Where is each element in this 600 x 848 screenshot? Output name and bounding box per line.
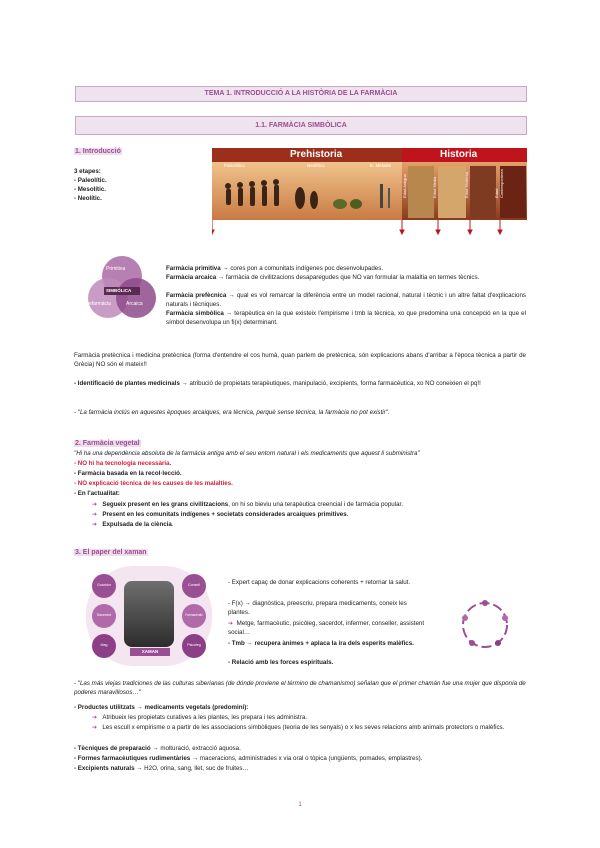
xaman-point-5: - Relació amb les forces espirituals. — [228, 659, 334, 666]
age-antigua: Edad Antigua — [402, 174, 407, 198]
def-arcaica: Farmàcia arcaica → farmàcia de civilitzacions desaparegudes que NO van formular la malaltia en termes tècnics. — [166, 274, 480, 281]
xaman-point-4: - Tmb → recupera ànimes + aplaca la ira dels esperits malèfics. — [228, 640, 414, 647]
productes-utilitzats: - Productes utilitzats → medicaments vegetals (predomini): — [74, 704, 249, 711]
def-simbolica: Farmàcia simbòlica → terapèutica en la que existeix l'empirisme i tmb la tècnica, xo que predomina una concepció en la que el símbol desenvolupa un fi(x) determinant. — [166, 310, 526, 326]
node-sacerdot: Sacerdot — [96, 613, 112, 617]
s2-red-3: - NO explicació tècnica de les causes de les malalties. — [74, 480, 233, 487]
cycle-diagram-icon — [452, 592, 518, 658]
period-metales: E. Metales — [370, 163, 392, 168]
formes-farmaceutiques: - Formes farmacèutiques rudimentàries → maceracions, administrades x via oral o tòpica (ungüents, pomades, emplastres). — [74, 755, 423, 762]
etapes-label: 3 etapes: — [74, 168, 101, 175]
venn-center: SIMBÒLICA — [106, 288, 132, 293]
s2-red-1: - NO hi ha tecnologia necessària. — [74, 460, 172, 467]
xaman-quote: - "Las más viejas tradiciones de las culturas siberianas (de dónde proviene el término de chamanismo) señalan que el primer chamán fue una mujer que disponía de poderes maravillosos…" — [74, 680, 526, 696]
timeline-image — [212, 148, 527, 240]
paragraph-pretecnica: Farmàcia pretècnica i medicina pretècnica (forma d'entendre el cos humà, quan parlem de pretècnica, són explicacions abans d'arribar a l'època tècnica a partir de Grècia) NO són el mateix!! — [74, 352, 526, 368]
s2-bullet-3: ➔ Expulsada de la ciència. — [92, 521, 174, 528]
etapa-neolitic: - Neolític. — [74, 195, 102, 202]
xaman-diagram — [86, 566, 212, 666]
timeline-arrows-icon — [212, 220, 527, 240]
historia-label: Historia — [440, 149, 478, 160]
section-3-title: 3. El paper del xaman — [75, 549, 147, 556]
venn-primitiva: Primitiva — [106, 266, 126, 272]
s2-bullet-1: ➔ Segueix present en les grans civilitzacions, on hi so bieviu una terapèutica creencial i de farmàcia popular. — [92, 501, 403, 508]
node-guaridor: Guaridor — [97, 583, 111, 587]
paragraph-plantes: - Identificació de plantes medicinals → atribució de propietats terapèutiques, manipulació, excipients, forma farmacèutica, xo NO coneixien el pq!! — [74, 380, 481, 387]
section-2-title: 2. Farmàcia vegetal — [75, 440, 140, 447]
node-mag: Mag — [100, 643, 108, 647]
period-neolitico: Neolítico — [307, 163, 325, 168]
section-1-title: 1. Introducció — [75, 148, 121, 155]
productes-item-2: ➔ Les escull x empirisme o a partir de les associacions simbòliques (teoria de les senyals) o x les seves relacions amb animals protectors o malèfics. — [92, 724, 505, 731]
productes-item-1: ➔ Atribueix les propietats curatives a les plantes, les prepara i les administra. — [92, 714, 307, 721]
period-paleolitico: Paleolítico — [224, 163, 245, 168]
evolution-figures-icon — [220, 174, 398, 218]
excipients-naturals: - Excipients naturals → H2O, orina, sang, llet, suc de fruites… — [74, 765, 249, 772]
xaman-point-3: ➔ Metge, farmacèutic, psicòleg, sacerdot, infermer, conseller, assistent social… — [228, 620, 425, 636]
node-psicoleg: Psicòleg — [187, 643, 201, 647]
page-number: 1 — [298, 802, 302, 808]
tema-title: TEMA 1. INTRODUCCIÓ A LA HISTÒRIA DE LA FARMÀCIA — [75, 86, 527, 102]
etapa-mesolitic: - Mesolític. — [74, 186, 106, 193]
xaman-point-1: - Expert capaç de donar explicacions coherents + retornar la salut. — [228, 579, 411, 586]
def-prefecnica: Farmàcia prefècnica → qual es vol remarcar la diferència entre un model racional, natural i tècnic i un altre faltat d'explicacions naturals i tècniques. — [166, 292, 526, 308]
prehistoria-label: Prehistoria — [290, 149, 343, 160]
etapa-paleolitic: - Paleolític. — [74, 177, 107, 184]
node-farmaceutic: Farmacèutic — [185, 613, 203, 617]
subtema-title: 1.1. FARMÀCIA SIMBÒLICA — [75, 116, 527, 135]
venn-arcaica: Arcaica — [126, 301, 143, 307]
venn-prefarmacia: Prefarmàcia — [84, 301, 111, 307]
s2-line-2: - Farmàcia basada en la recol·lecció. — [74, 470, 182, 477]
age-moderna: Edad Moderna — [464, 171, 469, 198]
node-consell: Consell — [188, 583, 200, 587]
age-contemporanea: Edad Contemporánea — [494, 169, 504, 198]
def-primitiva: Farmàcia primitiva → cores pon a comunitats indígenes poc desenvolupades. — [166, 265, 384, 272]
age-media: Edad Media — [432, 176, 437, 198]
tecniques-preparacio: - Tècniques de preparació → molturació, extracció aquosa. — [74, 745, 241, 752]
s2-actualitat: - En l'actualitat: — [74, 490, 120, 497]
xaman-point-2: - F(x) → diagnòstica, preescriu, prepara medicaments, coneix les plantes. — [228, 600, 407, 616]
s2-bullet-2: ➔ Present en les comunitats indígenes + societats considerades arcaiques primitives. — [92, 511, 349, 518]
s2-quote: "Hi ha una dependència absoluta de la farmàcia antiga amb el seu entorn natural i els medicaments que aquest li subministra" — [74, 450, 420, 457]
paragraph-tecnica-quote: - "La farmàcia inclús en aquestes èpoques arcaiques, era tècnica, perquè sense tècnica, la farmàcia no pot existir". — [74, 409, 390, 416]
xaman-center-label: XAMAN — [130, 648, 170, 656]
